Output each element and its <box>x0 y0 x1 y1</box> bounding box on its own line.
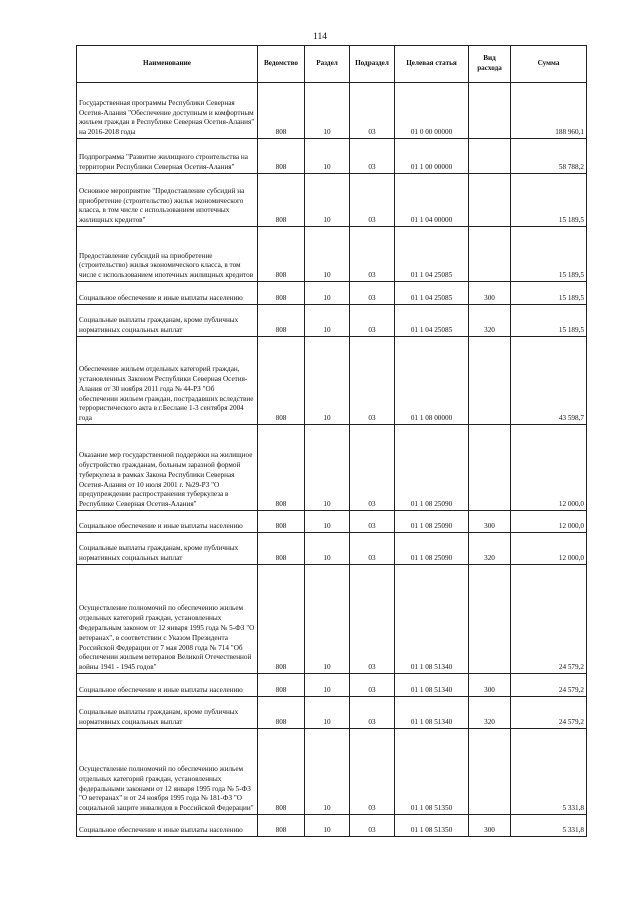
row-name: Социальные выплаты гражданам, кроме публичных нормативных социальных выплат <box>77 305 258 337</box>
row-target-item: 01 1 04 25085 <box>395 282 469 305</box>
row-name: Государственная программы Республики Северная Осетия-Алания "Обеспечение доступным и комфортным жильем граждан в Республике Северная Осетия-Алания" на 2016-2018 годы <box>77 83 258 139</box>
row-department: 808 <box>258 305 305 337</box>
row-target-item: 01 1 00 00000 <box>395 139 469 174</box>
header-target-item: Целевая статья <box>395 46 469 83</box>
table-row <box>77 565 587 674</box>
row-department: 808 <box>258 337 305 425</box>
row-subsection: 03 <box>350 425 395 511</box>
row-expense-type: 320 <box>469 697 511 729</box>
row-department: 808 <box>258 729 305 815</box>
row-expense-type: 320 <box>469 533 511 565</box>
row-subsection: 03 <box>350 533 395 565</box>
row-department: 808 <box>258 282 305 305</box>
row-department: 808 <box>258 83 305 139</box>
header-amount: Сумма <box>511 46 587 83</box>
header-subsection: Подраздел <box>350 46 395 83</box>
row-name: Социальное обеспечение и иные выплаты населению <box>77 511 258 533</box>
row-amount: 12 000,0 <box>511 511 587 533</box>
table-row <box>77 815 587 837</box>
row-department: 808 <box>258 533 305 565</box>
table-row <box>77 729 587 815</box>
row-amount: 24 579,2 <box>511 697 587 729</box>
row-target-item: 01 1 04 00000 <box>395 174 469 227</box>
row-subsection: 03 <box>350 697 395 729</box>
row-subsection: 03 <box>350 815 395 837</box>
row-subsection: 03 <box>350 337 395 425</box>
table-row <box>77 533 587 565</box>
row-section: 10 <box>305 337 350 425</box>
row-expense-type: 300 <box>469 282 511 305</box>
row-name: Социальное обеспечение и иные выплаты населению <box>77 674 258 697</box>
table-row <box>77 425 587 511</box>
table-row <box>77 305 587 337</box>
row-subsection: 03 <box>350 174 395 227</box>
row-amount: 24 579,2 <box>511 674 587 697</box>
row-subsection: 03 <box>350 674 395 697</box>
row-target-item: 01 1 08 51340 <box>395 697 469 729</box>
row-amount: 24 579,2 <box>511 565 587 674</box>
table-row <box>77 174 587 227</box>
row-subsection: 03 <box>350 282 395 305</box>
row-section: 10 <box>305 139 350 174</box>
row-name: Обеспечение жильем отдельных категорий граждан, установленных Законом Республики Северная Осетия-Алания от 30 ноября 2011 года № 44-РЗ "Об обеспечении жильем граждан, пострадавших вследствие террористического акта в г.Беслане 1-3 сентября 2004 года <box>77 337 258 425</box>
table-row <box>77 674 587 697</box>
row-department: 808 <box>258 697 305 729</box>
table-header-row <box>77 46 587 83</box>
row-department: 808 <box>258 174 305 227</box>
row-department: 808 <box>258 565 305 674</box>
row-subsection: 03 <box>350 511 395 533</box>
row-expense-type <box>469 83 511 139</box>
header-section: Раздел <box>305 46 350 83</box>
row-name: Осуществление полномочий по обеспечению жильем отдельных категорий граждан, установленных Федеральным законом от 12 января 1995 года № 5-ФЗ "О ветеранах", в соответствии с Указом Президента Российской Федерации от 7 мая 2008 года № 714 "Об обеспечении жильем ветеранов Великой Отечественной войны 1941 - 1945 годов" <box>77 565 258 674</box>
row-amount: 15 189,5 <box>511 282 587 305</box>
header-expense-type: Вид расхода <box>469 46 511 83</box>
row-name: Социальные выплаты гражданам, кроме публичных нормативных социальных выплат <box>77 533 258 565</box>
row-section: 10 <box>305 565 350 674</box>
row-expense-type <box>469 227 511 282</box>
table-row <box>77 337 587 425</box>
row-amount: 12 000,0 <box>511 425 587 511</box>
row-expense-type <box>469 174 511 227</box>
row-target-item: 01 1 08 25090 <box>395 533 469 565</box>
row-target-item: 01 1 04 25085 <box>395 305 469 337</box>
row-name: Основное мероприятие "Предоставление субсидий на приобретение (строительство) жилья экономического класса, в том числе с использованием ипотечных жилищных кредитов" <box>77 174 258 227</box>
row-expense-type <box>469 565 511 674</box>
table-row <box>77 83 587 139</box>
table-row <box>77 282 587 305</box>
row-target-item: 01 1 08 51350 <box>395 729 469 815</box>
row-subsection: 03 <box>350 305 395 337</box>
row-target-item: 01 1 08 51340 <box>395 674 469 697</box>
row-section: 10 <box>305 729 350 815</box>
row-section: 10 <box>305 305 350 337</box>
row-expense-type: 320 <box>469 305 511 337</box>
row-amount: 15 189,5 <box>511 174 587 227</box>
row-subsection: 03 <box>350 565 395 674</box>
row-section: 10 <box>305 697 350 729</box>
row-target-item: 01 1 08 00000 <box>395 337 469 425</box>
row-subsection: 03 <box>350 227 395 282</box>
row-name: Социальные выплаты гражданам, кроме публичных нормативных социальных выплат <box>77 697 258 729</box>
table-row <box>77 139 587 174</box>
row-name: Предоставление субсидий на приобретение (строительство) жилья экономического класса, в том числе с использованием ипотечных жилищных кредитов <box>77 227 258 282</box>
row-target-item: 01 1 04 25085 <box>395 227 469 282</box>
row-section: 10 <box>305 425 350 511</box>
row-expense-type: 300 <box>469 674 511 697</box>
row-department: 808 <box>258 674 305 697</box>
row-expense-type: 300 <box>469 511 511 533</box>
table-row <box>77 227 587 282</box>
row-expense-type <box>469 139 511 174</box>
row-department: 808 <box>258 227 305 282</box>
row-expense-type <box>469 337 511 425</box>
row-section: 10 <box>305 674 350 697</box>
row-section: 10 <box>305 83 350 139</box>
budget-table <box>76 45 587 837</box>
page-number: 114 <box>313 32 327 42</box>
row-amount: 5 331,8 <box>511 729 587 815</box>
table-row <box>77 511 587 533</box>
row-department: 808 <box>258 815 305 837</box>
row-target-item: 01 1 08 51350 <box>395 815 469 837</box>
row-name: Подпрограмма "Развитие жилищного строительства на территории Республики Северная Осетия-Алания" <box>77 139 258 174</box>
row-subsection: 03 <box>350 139 395 174</box>
header-department: Ведомство <box>258 46 305 83</box>
row-subsection: 03 <box>350 83 395 139</box>
row-department: 808 <box>258 139 305 174</box>
row-amount: 12 000,0 <box>511 533 587 565</box>
row-name: Социальное обеспечение и иные выплаты населению <box>77 282 258 305</box>
row-amount: 5 331,8 <box>511 815 587 837</box>
row-target-item: 01 1 08 25090 <box>395 425 469 511</box>
row-expense-type <box>469 729 511 815</box>
row-amount: 43 598,7 <box>511 337 587 425</box>
row-section: 10 <box>305 511 350 533</box>
row-target-item: 01 1 08 51340 <box>395 565 469 674</box>
row-expense-type: 300 <box>469 815 511 837</box>
table-row <box>77 697 587 729</box>
row-name: Оказание мер государственной поддержки на жилищное обустройство гражданам, больным заразной формой туберкулеза в рамках Закона Республики Северная Осетия-Алания от 10 июля 2001 г. №29-РЗ "О предупреждении распространения туберкулеза в Республике Северная Осетия-Алания" <box>77 425 258 511</box>
row-department: 808 <box>258 511 305 533</box>
header-name: Наименование <box>77 46 258 83</box>
row-target-item: 01 0 00 00000 <box>395 83 469 139</box>
row-name: Социальное обеспечение и иные выплаты населению <box>77 815 258 837</box>
row-amount: 188 960,1 <box>511 83 587 139</box>
row-amount: 58 788,2 <box>511 139 587 174</box>
row-section: 10 <box>305 227 350 282</box>
row-department: 808 <box>258 425 305 511</box>
row-target-item: 01 1 08 25090 <box>395 511 469 533</box>
row-section: 10 <box>305 533 350 565</box>
row-amount: 15 189,5 <box>511 305 587 337</box>
row-section: 10 <box>305 282 350 305</box>
row-section: 10 <box>305 174 350 227</box>
row-name: Осуществление полномочий по обеспечению жильем отдельных категорий граждан, установленных федеральными законами от 12 января 1995 года № 5-ФЗ "О ветеранах" и от 24 ноября 1995 года № 181-ФЗ "О социальной защите инвалидов в Российской Федерации" <box>77 729 258 815</box>
row-amount: 15 189,5 <box>511 227 587 282</box>
row-section: 10 <box>305 815 350 837</box>
row-subsection: 03 <box>350 729 395 815</box>
row-expense-type <box>469 425 511 511</box>
